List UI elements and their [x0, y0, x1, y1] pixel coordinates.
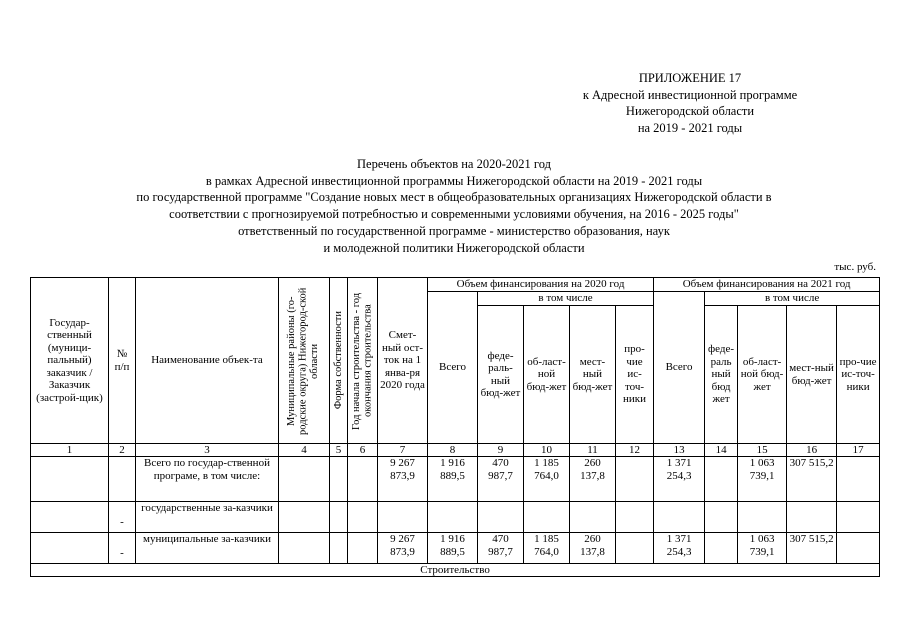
- objects-table: [30, 277, 880, 577]
- col-num-12: 12: [616, 444, 654, 457]
- col-num-10: 10: [524, 444, 570, 457]
- appendix-header: [560, 70, 820, 136]
- row-regional-2020: [524, 502, 570, 533]
- row-federal-2020: [478, 502, 524, 533]
- document-title: [30, 156, 878, 256]
- row-other-2021: [837, 502, 880, 533]
- row-federal-2020: 470 987,7: [478, 457, 524, 502]
- header-total-2020: Всего: [428, 292, 478, 444]
- row-name: Всего по государ-ственной програме, в том числе:: [136, 457, 279, 502]
- header-fin-2021: Объем финансирования на 2021 год: [654, 278, 880, 292]
- col-num-11: 11: [570, 444, 616, 457]
- table-row: [31, 502, 880, 533]
- row-regional-2020: 1 185 764,0: [524, 533, 570, 564]
- header-federal-2021: феде-раль ный бюд жет: [705, 306, 738, 444]
- header-federal-2020: феде-раль-ный бюд-жет: [478, 306, 524, 444]
- title-line-1: Перечень объектов на 2020-2021 год: [357, 157, 551, 171]
- header-local-2020: мест-ный бюд-жет: [570, 306, 616, 444]
- header-other-2020: про-чие ис-точ-ники: [616, 306, 654, 444]
- col-num-14: 14: [705, 444, 738, 457]
- table-row: [31, 457, 880, 502]
- row-local-2020: 260 137,8: [570, 457, 616, 502]
- table-row: [31, 533, 880, 564]
- row-total-2021: [654, 502, 705, 533]
- row-local-2020: 260 137,8: [570, 533, 616, 564]
- row-balance: 9 267 873,9: [378, 457, 428, 502]
- row-federal-2021: [705, 533, 738, 564]
- header-other-2021: про-чие ис-точ-ники: [837, 306, 880, 444]
- title-line-4: соответствии с прогнозируемой потребностью и современными условиями обучения, на 2016 - 2025 годы": [169, 207, 739, 222]
- row-other-2021: [837, 533, 880, 564]
- appendix-line-1: ПРИЛОЖЕНИЕ 17: [638, 71, 742, 85]
- header-including-2020: в том числе: [478, 292, 654, 306]
- title-line-2: в рамках Адресной инвестиционной программы Нижегородской области на 2019 - 2021 годы: [205, 173, 703, 188]
- row-federal-2021: [705, 502, 738, 533]
- row-num: [109, 457, 136, 502]
- column-number-row: [31, 444, 880, 457]
- col-num-16: 16: [787, 444, 837, 457]
- row-other-2020: [616, 533, 654, 564]
- header-name: Наименование объек-та: [136, 278, 279, 444]
- title-line-5: ответственный по государственной программе - министерство образования, наук: [238, 223, 670, 238]
- row-regional-2021: [738, 502, 787, 533]
- row-local-2020: [570, 502, 616, 533]
- header-years: Год начала строительства - год окончания строительства: [350, 291, 373, 430]
- row-other-2020: [616, 457, 654, 502]
- row-local-2021: [787, 502, 837, 533]
- row-local-2021: 307 515,2: [787, 457, 837, 502]
- row-num: -: [120, 516, 124, 528]
- col-num-6: 6: [348, 444, 378, 457]
- header-regional-2020: об-ласт-ной бюд-жет: [524, 306, 570, 444]
- header-including-2021: в том числе: [705, 292, 880, 306]
- col-num-1: 1: [31, 444, 109, 457]
- appendix-line-3: Нижегородской области: [625, 104, 755, 118]
- row-total-2020: [428, 502, 478, 533]
- row-balance: [378, 502, 428, 533]
- row-regional-2021: 1 063 739,1: [738, 457, 787, 502]
- row-federal-2020: 470 987,7: [478, 533, 524, 564]
- header-local-2021: мест-ный бюд-жет: [787, 306, 837, 444]
- row-total-2020: 1 916 889,5: [428, 533, 478, 564]
- row-total-2021: 1 371 254,3: [654, 533, 705, 564]
- col-num-13: 13: [654, 444, 705, 457]
- row-num-cell: [109, 533, 136, 564]
- header-ownership: Форма собственности: [332, 311, 344, 410]
- col-num-2: 2: [109, 444, 136, 457]
- header-total-2021: Всего: [654, 292, 705, 444]
- row-customer: [31, 502, 109, 533]
- title-line-3: по государственной программе "Создание новых мест в общеобразовательных организациях Нижегородской области в: [136, 190, 772, 205]
- row-customer: [31, 457, 109, 502]
- row-regional-2020: 1 185 764,0: [524, 457, 570, 502]
- header-district-cell: [279, 278, 330, 444]
- units-label: тыс. руб.: [834, 261, 876, 273]
- header-ownership-cell: [330, 278, 348, 444]
- row-total-2021: 1 371 254,3: [654, 457, 705, 502]
- header-fin-2020: Объем финансирования на 2020 год: [428, 278, 654, 292]
- col-num-7: 7: [378, 444, 428, 457]
- row-customer: [31, 533, 109, 564]
- col-num-15: 15: [738, 444, 787, 457]
- appendix-line-2: к Адресной инвестиционной программе: [582, 87, 798, 102]
- header-district: Муниципальные районы (го-родские округа) Нижегород-ской области: [286, 286, 320, 435]
- row-num: -: [120, 547, 124, 559]
- title-line-6: и молодежной политики Нижегородской области: [323, 240, 585, 255]
- header-balance: Смет-ный ост-ток на 1 янва-ря 2020 года: [378, 278, 428, 444]
- row-regional-2021: 1 063 739,1: [738, 533, 787, 564]
- row-local-2021: 307 515,2: [787, 533, 837, 564]
- col-num-8: 8: [428, 444, 478, 457]
- appendix-line-4: на 2019 - 2021 годы: [637, 120, 743, 135]
- header-regional-2021: об-ласт-ной бюд-жет: [738, 306, 787, 444]
- col-num-9: 9: [478, 444, 524, 457]
- row-other-2020: [616, 502, 654, 533]
- col-num-4: 4: [279, 444, 330, 457]
- col-num-3: 3: [136, 444, 279, 457]
- header-customer: Государ-ственный (муници-пальный) заказчик / Заказчик (застрой-щик): [31, 278, 109, 444]
- row-name: государственные за-казчики: [136, 502, 279, 533]
- row-name: муниципальные за-казчики: [136, 533, 279, 564]
- header-years-cell: [348, 278, 378, 444]
- col-num-17: 17: [837, 444, 880, 457]
- section-row: [31, 564, 880, 577]
- row-other-2021: [837, 457, 880, 502]
- col-num-5: 5: [330, 444, 348, 457]
- row-balance: 9 267 873,9: [378, 533, 428, 564]
- row-federal-2021: [705, 457, 738, 502]
- header-num: № п/п: [109, 278, 136, 444]
- section-label: Строительство: [31, 564, 880, 577]
- row-total-2020: 1 916 889,5: [428, 457, 478, 502]
- row-num-cell: [109, 502, 136, 533]
